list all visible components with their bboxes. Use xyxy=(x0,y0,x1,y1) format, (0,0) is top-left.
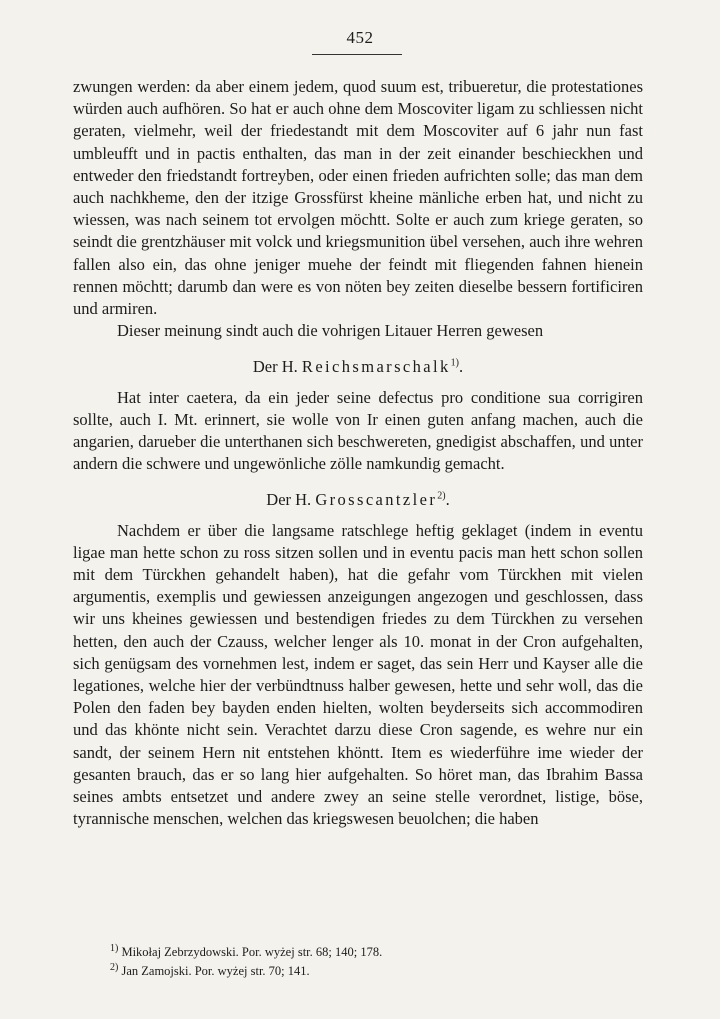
heading-suffix: . xyxy=(458,357,464,377)
footnote-text: Mikołaj Zebrzydowski. Por. wyżej str. 68; 140; 178. xyxy=(121,945,383,959)
footnote-1 xyxy=(110,943,630,962)
page-number: 452 xyxy=(346,28,374,47)
section-heading-reichsmarschalk xyxy=(73,356,643,378)
section-heading-grosscantzler xyxy=(73,489,643,511)
paragraph-continued: zwungen werden: da aber einem jedem, quod suum est, tribueretur, die protestationes würden auch aufhören. So hat er auch ohne dem Moscoviter ligam zu schliessen nicht geraten, vielmehr, weil der friedestandt mit dem Moscoviter auf 6 jahr nun fast umbleufft und in pactis enthalten, das man in der zeit einander beschieckhen und entweder den friedstandt fortreyben, oder einen frieden aufrichten solle; das man dem auch nachkheme, den der itzige Grossfürst kheine mänliche erben hat, und nicht zu wiessen, was nach seinem tot ervolgen möchtt. Solte er auch zum kriege geraten, so seindt die grentzhäuser mit volck und kriegsmunition übel versehen, auch ihre wehren fallen also ein, das ohne jeniger muehe der feindt mit fliegenden fahnen hienein rennen möchtt; darumb dan were es von nöten bey zeiten dieselbe bessern fortificiren und armiren. xyxy=(73,77,643,319)
heading-prefix: Der H. xyxy=(252,357,298,377)
footnote-mark: 2) xyxy=(110,961,119,973)
footnote-ref: 2) xyxy=(437,490,446,502)
heading-prefix: Der H. xyxy=(266,490,312,510)
footnotes xyxy=(110,943,630,981)
heading-name: Grosscantzler xyxy=(315,490,438,510)
paragraph-reichsmarschalk: Hat inter caetera, da ein jeder seine defectus pro conditione sua corrigiren sollte, auch I. Mt. erinnert, sie wolle von Ir einen guten anfang machen, auch die angarien, darueber die unterthanen sich beschwereten, gnedigist abschaffen, und unter andern die schwere und ungewönliche zölle namkundig gemacht. xyxy=(73,387,643,474)
page-number-rule xyxy=(312,54,402,55)
footnote-text: Jan Zamojski. Por. wyżej str. 70; 141. xyxy=(121,964,310,978)
paragraph-litauer: Dieser meinung sindt auch die vohrigen Litauer Herren gewesen xyxy=(117,321,544,341)
footnote-ref: 1) xyxy=(450,357,459,369)
paragraph-grosscantzler: Nachdem er über die langsame ratschlege heftig geklaget (indem in eventu ligae man hette schon zu ross sitzen sollen und in eventu pacis man hett schon sollen mit dem Türckhen gehandelt haben), hat die gefahr vom Türckhen mit vielen argumentis, exemplis und gewiessen anzeigungen angezogen und geschlossen, dass wir uns kheines gewiessen und bestendigen friedes zu dem Türckhen zu versehen hetten, den auch der Czauss, welcher lenger als 10. monat in der Cron aufgehalten, sich genügsam des vornehmen lest, indem er saget, das sein Herr und Kayser alle die legationes, welche hier der verbündtnuss halber gewesen, hette und sehr woll, das die Polen den faden bey bayden enden hielten, wolten beyderseits sich accommodiren und das khönte nicht sein. Verachtet darzu diese Cron sagende, es wehre nur ein sandt, der seinem Hern nit entstehen khöntt. Item es wiederführe ime wieder der gesanten brauch, das er so lang hier aufgehalten. So höret man, das Ibrahim Bassa seines ambts entsetzet und andere zwey an seine stelle verordnet, listige, böse, tyrannische menschen, welchen das kriegswesen beuolchen; die haben xyxy=(73,520,643,829)
heading-suffix: . xyxy=(445,490,450,510)
footnote-mark: 1) xyxy=(110,942,119,954)
main-text xyxy=(73,76,643,831)
footnote-2 xyxy=(110,962,630,981)
heading-name: Reichsmarschalk xyxy=(301,357,451,377)
